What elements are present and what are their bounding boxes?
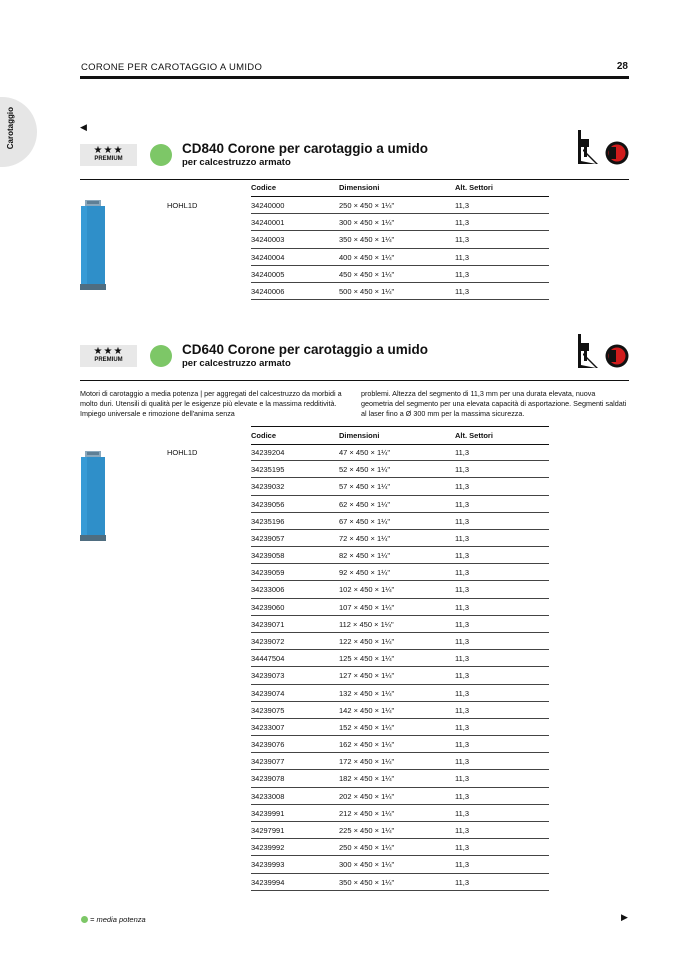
table-row <box>251 702 549 719</box>
legend <box>81 915 146 924</box>
cell-code: 34240006 <box>251 287 285 296</box>
type-label: HOHL1D <box>167 201 198 210</box>
cell-segment-height: 11,3 <box>455 235 470 245</box>
cell-segment-height: 11,3 <box>455 201 470 210</box>
cell-code: 34240000 <box>251 201 285 210</box>
cell-segment-height: 11,3 <box>455 791 470 801</box>
cell-segment-height: 11,3 <box>455 619 470 629</box>
cell-dimensions: 350 × 450 × 1¼" <box>339 235 395 245</box>
table-row <box>251 805 549 822</box>
cell-dimensions: 122 × 450 × 1¼" <box>339 636 395 646</box>
cell-code: 34239993 <box>251 860 285 870</box>
type-label: HOHL1D <box>167 448 198 457</box>
cell-segment-height: 11,3 <box>455 688 470 698</box>
col-header-dimensions: Dimensioni <box>339 183 380 192</box>
table-row <box>251 788 549 805</box>
cell-code: 34239057 <box>251 533 285 543</box>
cell-code: 34240003 <box>251 235 285 245</box>
table-row <box>251 633 549 650</box>
col-header-dimensions: Dimensioni <box>339 431 380 440</box>
cell-code: 34233007 <box>251 722 285 732</box>
table-row <box>251 839 549 856</box>
table-row <box>251 599 549 616</box>
cell-code: 34239060 <box>251 602 285 612</box>
product-subtitle: per calcestruzzo armato <box>182 157 291 168</box>
cell-dimensions: 212 × 450 × 1¼" <box>339 808 395 818</box>
cell-code: 34239991 <box>251 808 285 818</box>
drill-stand-icon <box>576 130 600 164</box>
cell-dimensions: 162 × 450 × 1¼" <box>339 740 395 750</box>
product-title: CD640 Corone per carotaggio a umido <box>182 342 429 357</box>
table-row <box>251 214 549 231</box>
table-row <box>251 283 549 300</box>
stars-icon: ★★★ <box>93 346 124 357</box>
page-number: 28 <box>616 61 628 72</box>
medium-power-dot-icon <box>150 144 172 166</box>
table-header-cd640 <box>251 428 549 445</box>
cell-code: 34239032 <box>251 482 285 492</box>
table-row <box>251 650 549 667</box>
table-top-rule <box>251 426 549 427</box>
cell-dimensions: 52 × 450 × 1¼" <box>339 465 391 475</box>
cell-dimensions: 132 × 450 × 1¼" <box>339 688 395 698</box>
cell-segment-height: 11,3 <box>455 499 470 509</box>
table-row <box>251 856 549 873</box>
cell-segment-height: 11,3 <box>455 877 470 887</box>
cell-segment-height: 11,3 <box>455 740 470 750</box>
cell-segment-height: 11,3 <box>455 516 470 526</box>
core-drill-bit-image <box>80 200 106 290</box>
table-row <box>251 667 549 684</box>
back-arrow-icon[interactable]: ◀ <box>80 122 87 132</box>
cell-dimensions: 250 × 450 × 1¼" <box>339 201 395 210</box>
table-row <box>251 249 549 266</box>
cell-segment-height: 11,3 <box>455 287 470 296</box>
cell-code: 34239075 <box>251 705 285 715</box>
cell-dimensions: 152 × 450 × 1¼" <box>339 722 395 732</box>
cell-dimensions: 202 × 450 × 1¼" <box>339 791 395 801</box>
cell-code: 34239078 <box>251 774 285 784</box>
cell-dimensions: 67 × 450 × 1¼" <box>339 516 391 526</box>
cell-dimensions: 82 × 450 × 1¼" <box>339 551 391 561</box>
premium-badge <box>80 144 137 166</box>
cell-segment-height: 11,3 <box>455 448 470 457</box>
cell-dimensions: 182 × 450 × 1¼" <box>339 774 395 784</box>
table-row <box>251 616 549 633</box>
drill-stand-icon <box>576 334 600 368</box>
cell-code: 34239071 <box>251 619 285 629</box>
page-header-title: CORONE PER CAROTAGGIO A UMIDO <box>81 62 263 73</box>
cell-dimensions: 112 × 450 × 1¼" <box>339 619 394 629</box>
cell-segment-height: 11,3 <box>455 218 470 228</box>
cell-dimensions: 72 × 450 × 1¼" <box>339 533 391 543</box>
cell-segment-height: 11,3 <box>455 602 470 612</box>
cell-dimensions: 62 × 450 × 1¼" <box>339 499 391 509</box>
cell-dimensions: 450 × 450 × 1¼" <box>339 269 395 279</box>
table-row <box>251 874 549 891</box>
table-row <box>251 753 549 770</box>
cell-segment-height: 11,3 <box>455 585 470 595</box>
cell-code: 34297991 <box>251 825 285 835</box>
table-row <box>251 197 549 214</box>
cell-code: 34239059 <box>251 568 285 578</box>
table-row <box>251 530 549 547</box>
table-row <box>251 266 549 283</box>
cell-dimensions: 47 × 450 × 1¼" <box>339 448 391 457</box>
section-rule <box>80 380 629 381</box>
cell-code: 34239073 <box>251 671 285 681</box>
cell-code: 34240005 <box>251 269 285 279</box>
col-header-segment-height: Alt. Settori <box>455 183 493 192</box>
table-row <box>251 461 549 478</box>
cell-segment-height: 11,3 <box>455 705 470 715</box>
table-row <box>251 496 549 513</box>
premium-label: PREMIUM <box>94 357 123 363</box>
cell-dimensions: 57 × 450 × 1¼" <box>339 482 391 492</box>
cell-dimensions: 300 × 450 × 1¼" <box>339 860 395 870</box>
cell-code: 34239074 <box>251 688 285 698</box>
cell-dimensions: 225 × 450 × 1¼" <box>339 825 395 835</box>
premium-badge <box>80 345 137 367</box>
next-arrow-icon[interactable]: ▶ <box>621 912 628 922</box>
cell-segment-height: 11,3 <box>455 757 470 767</box>
cell-segment-height: 11,3 <box>455 269 470 279</box>
table-row <box>251 822 549 839</box>
description-right: problemi. Altezza del segmento di 11,3 mm per una durata elevata, nuova geometria del segmento per una elevata capacità di asportazione. Segmenti saldati al laser fino a Ø 300 mm per la massima sicurezza. <box>361 389 627 418</box>
product-subtitle: per calcestruzzo armato <box>182 358 291 369</box>
cell-dimensions: 92 × 450 × 1¼" <box>339 568 391 578</box>
cell-dimensions: 250 × 450 × 1¼" <box>339 843 395 853</box>
legend-text: = media potenza <box>90 915 146 924</box>
product-title: CD840 Corone per carotaggio a umido <box>182 141 429 156</box>
cell-dimensions: 102 × 450 × 1¼" <box>339 585 395 595</box>
cell-code: 34235196 <box>251 516 285 526</box>
cell-dimensions: 125 × 450 × 1¼" <box>339 654 395 664</box>
cell-segment-height: 11,3 <box>455 654 470 664</box>
cell-segment-height: 11,3 <box>455 533 470 543</box>
cell-dimensions: 172 × 450 × 1¼" <box>339 757 395 767</box>
table-row <box>251 231 549 248</box>
col-header-code: Codice <box>251 431 277 440</box>
col-header-segment-height: Alt. Settori <box>455 431 493 440</box>
cell-segment-height: 11,3 <box>455 636 470 646</box>
cell-code: 34239077 <box>251 757 285 767</box>
cell-code: 34239072 <box>251 636 285 646</box>
table-row <box>251 478 549 495</box>
cell-segment-height: 11,3 <box>455 860 470 870</box>
cell-segment-height: 11,3 <box>455 465 470 475</box>
cell-code: 34240001 <box>251 218 285 228</box>
cell-segment-height: 11,3 <box>455 551 470 561</box>
description-left: Motori di carotaggio a media potenza | per aggregati del calcestruzzo da morbidi a molto duri. Utensili di qualità per le esigenze più elevate e la massima redditività. Impiego universale e rimozione dell'anima senza <box>80 389 342 418</box>
table-row <box>251 581 549 598</box>
cell-segment-height: 11,3 <box>455 252 470 262</box>
reinforced-concrete-icon <box>605 141 629 165</box>
header-rule <box>80 76 629 79</box>
table-row <box>251 685 549 702</box>
cell-code: 34239076 <box>251 740 285 750</box>
cell-segment-height: 11,3 <box>455 482 470 492</box>
cell-code: 34233006 <box>251 585 285 595</box>
cell-segment-height: 11,3 <box>455 722 470 732</box>
premium-label: PREMIUM <box>94 156 123 162</box>
stars-icon: ★★★ <box>93 145 124 156</box>
table-row <box>251 770 549 787</box>
cell-code: 34239992 <box>251 843 285 853</box>
cell-code: 34239058 <box>251 551 285 561</box>
cell-code: 34239204 <box>251 448 285 457</box>
cell-dimensions: 350 × 450 × 1¼" <box>339 877 395 887</box>
cell-dimensions: 142 × 450 × 1¼" <box>339 705 395 715</box>
table-row <box>251 719 549 736</box>
cell-dimensions: 500 × 450 × 1¼" <box>339 287 395 296</box>
table-row <box>251 547 549 564</box>
side-tab[interactable] <box>0 97 37 167</box>
cell-dimensions: 107 × 450 × 1¼" <box>339 602 395 612</box>
cell-dimensions: 400 × 450 × 1¼" <box>339 252 395 262</box>
table-row <box>251 564 549 581</box>
table-row <box>251 736 549 753</box>
cell-dimensions: 127 × 450 × 1¼" <box>339 671 395 681</box>
cell-code: 34240004 <box>251 252 285 262</box>
cell-code: 34239056 <box>251 499 285 509</box>
col-header-code: Codice <box>251 183 277 192</box>
cell-code: 34447504 <box>251 654 285 664</box>
cell-segment-height: 11,3 <box>455 808 470 818</box>
medium-power-dot-icon <box>81 916 88 923</box>
cell-segment-height: 11,3 <box>455 774 470 784</box>
cell-segment-height: 11,3 <box>455 568 470 578</box>
reinforced-concrete-icon <box>605 344 629 368</box>
cell-code: 34239994 <box>251 877 285 887</box>
cell-code: 34235195 <box>251 465 285 475</box>
table-header-cd840 <box>251 180 549 197</box>
medium-power-dot-icon <box>150 345 172 367</box>
cell-segment-height: 11,3 <box>455 843 470 853</box>
cell-segment-height: 11,3 <box>455 825 470 835</box>
cell-code: 34233008 <box>251 791 285 801</box>
cell-dimensions: 300 × 450 × 1¼" <box>339 218 395 228</box>
table-row <box>251 444 549 461</box>
side-tab-label: Carotaggio <box>6 107 15 150</box>
core-drill-bit-image <box>80 450 106 542</box>
cell-segment-height: 11,3 <box>455 671 470 681</box>
table-row <box>251 513 549 530</box>
